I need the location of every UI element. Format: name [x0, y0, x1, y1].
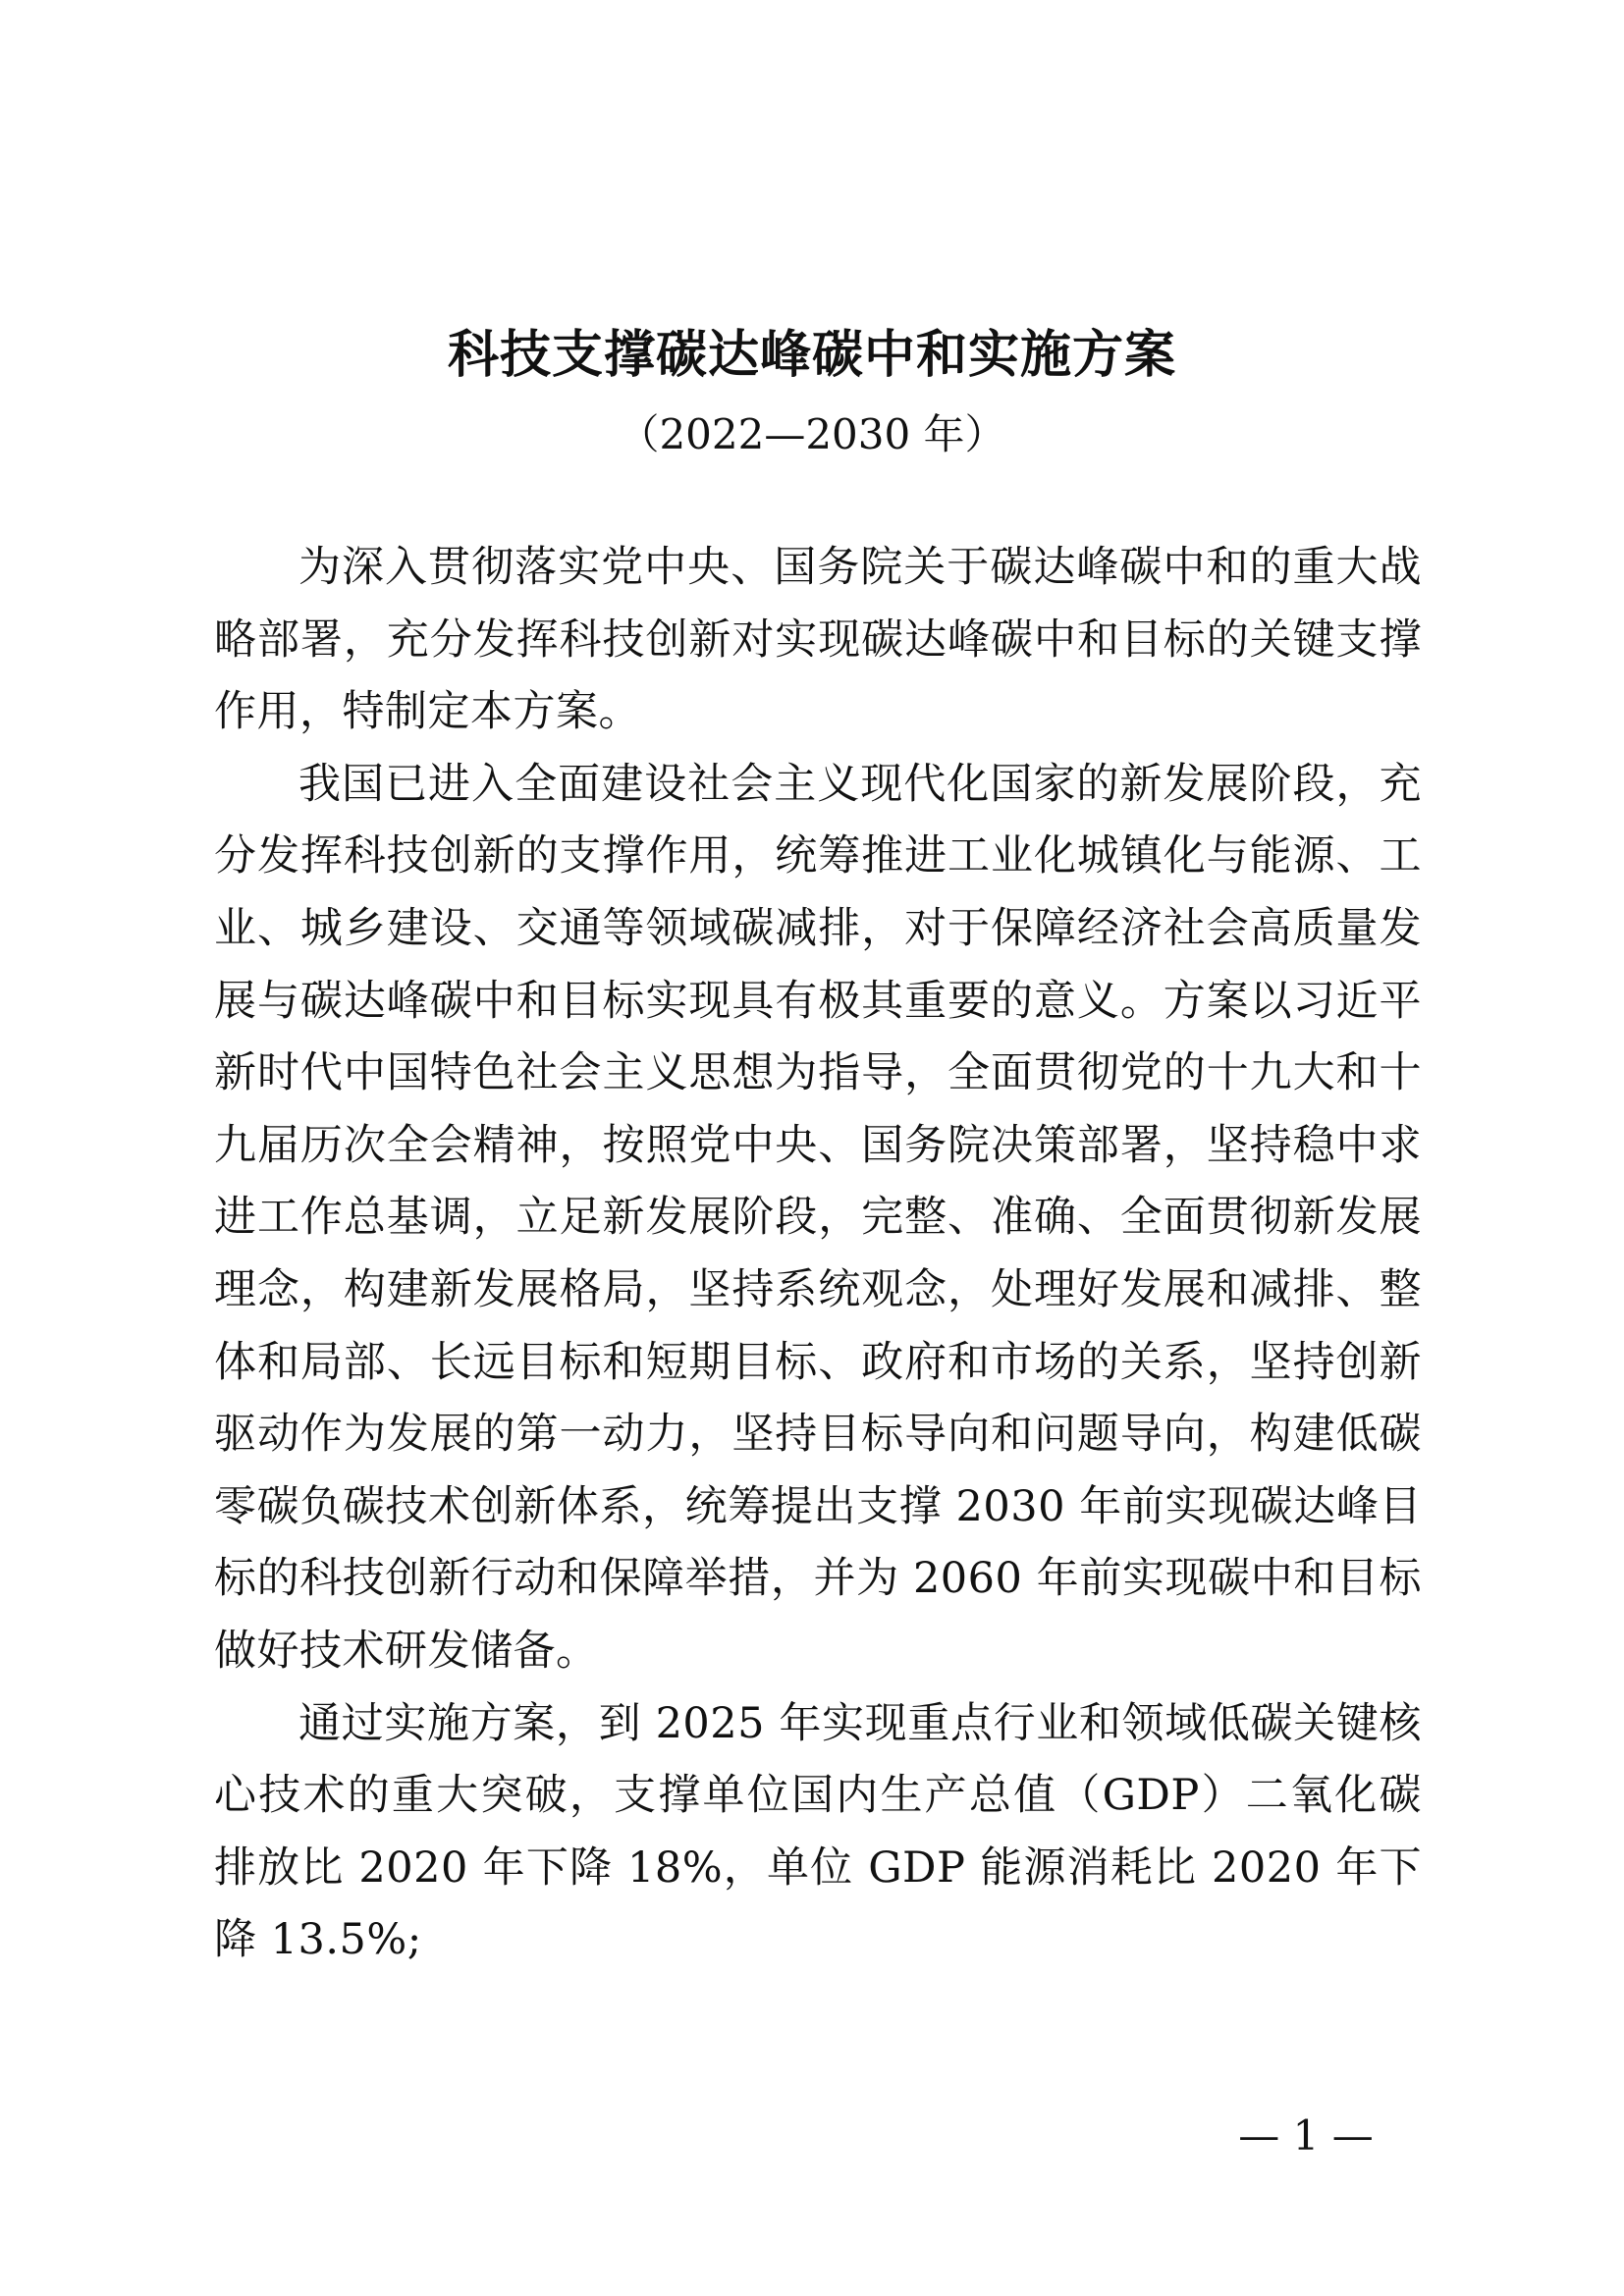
paragraph-2: 我国已进入全面建设社会主义现代化国家的新发展阶段，充分发挥科技创新的支撑作用，统筹推进工业化城镇化与能源、工业、城乡建设、交通等领域碳减排，对于保障经济社会高质量发展与碳达峰碳中和目标实现具有极其重要的意义。方案以习近平新时代中国特色社会主义思想为指导，全面贯彻党的十九大和十九届历次全会精神，按照党中央、国务院决策部署，坚持稳中求进工作总基调，立足新发展阶段，完整、准确、全面贯彻新发展理念，构建新发展格局，坚持系统观念，处理好发展和减排、整体和局部、长远目标和短期目标、政府和市场的关系，坚持创新驱动作为发展的第一动力，坚持目标导向和问题导向，构建低碳零碳负碳技术创新体系，统筹提出支撑 2030 年前实现碳达峰目标的科技创新行动和保障举措，并为 2060 年前实现碳中和目标做好技术研发储备。 [214, 759, 1422, 1676]
paragraph-1: 为深入贯彻落实党中央、国务院关于碳达峰碳中和的重大战略部署，充分发挥科技创新对实现碳达峰碳中和目标的关键支撑作用，特制定本方案。 [214, 543, 1422, 737]
document-subtitle: （2022—2030 年） [618, 410, 1006, 458]
document-title: 科技支撑碳达峰碳中和实施方案 [447, 326, 1176, 385]
paragraph-3: 通过实施方案，到 2025 年实现重点行业和领域低碳关键核心技术的重大突破，支撑单位国内生产总值（GDP）二氧化碳排放比 2020 年下降 18%，单位 GDP 能源消耗比 2020 年下降 13.5%; [214, 1698, 1422, 1965]
document-body [214, 532, 1422, 1977]
page-number: — 1 — [1238, 2111, 1374, 2160]
